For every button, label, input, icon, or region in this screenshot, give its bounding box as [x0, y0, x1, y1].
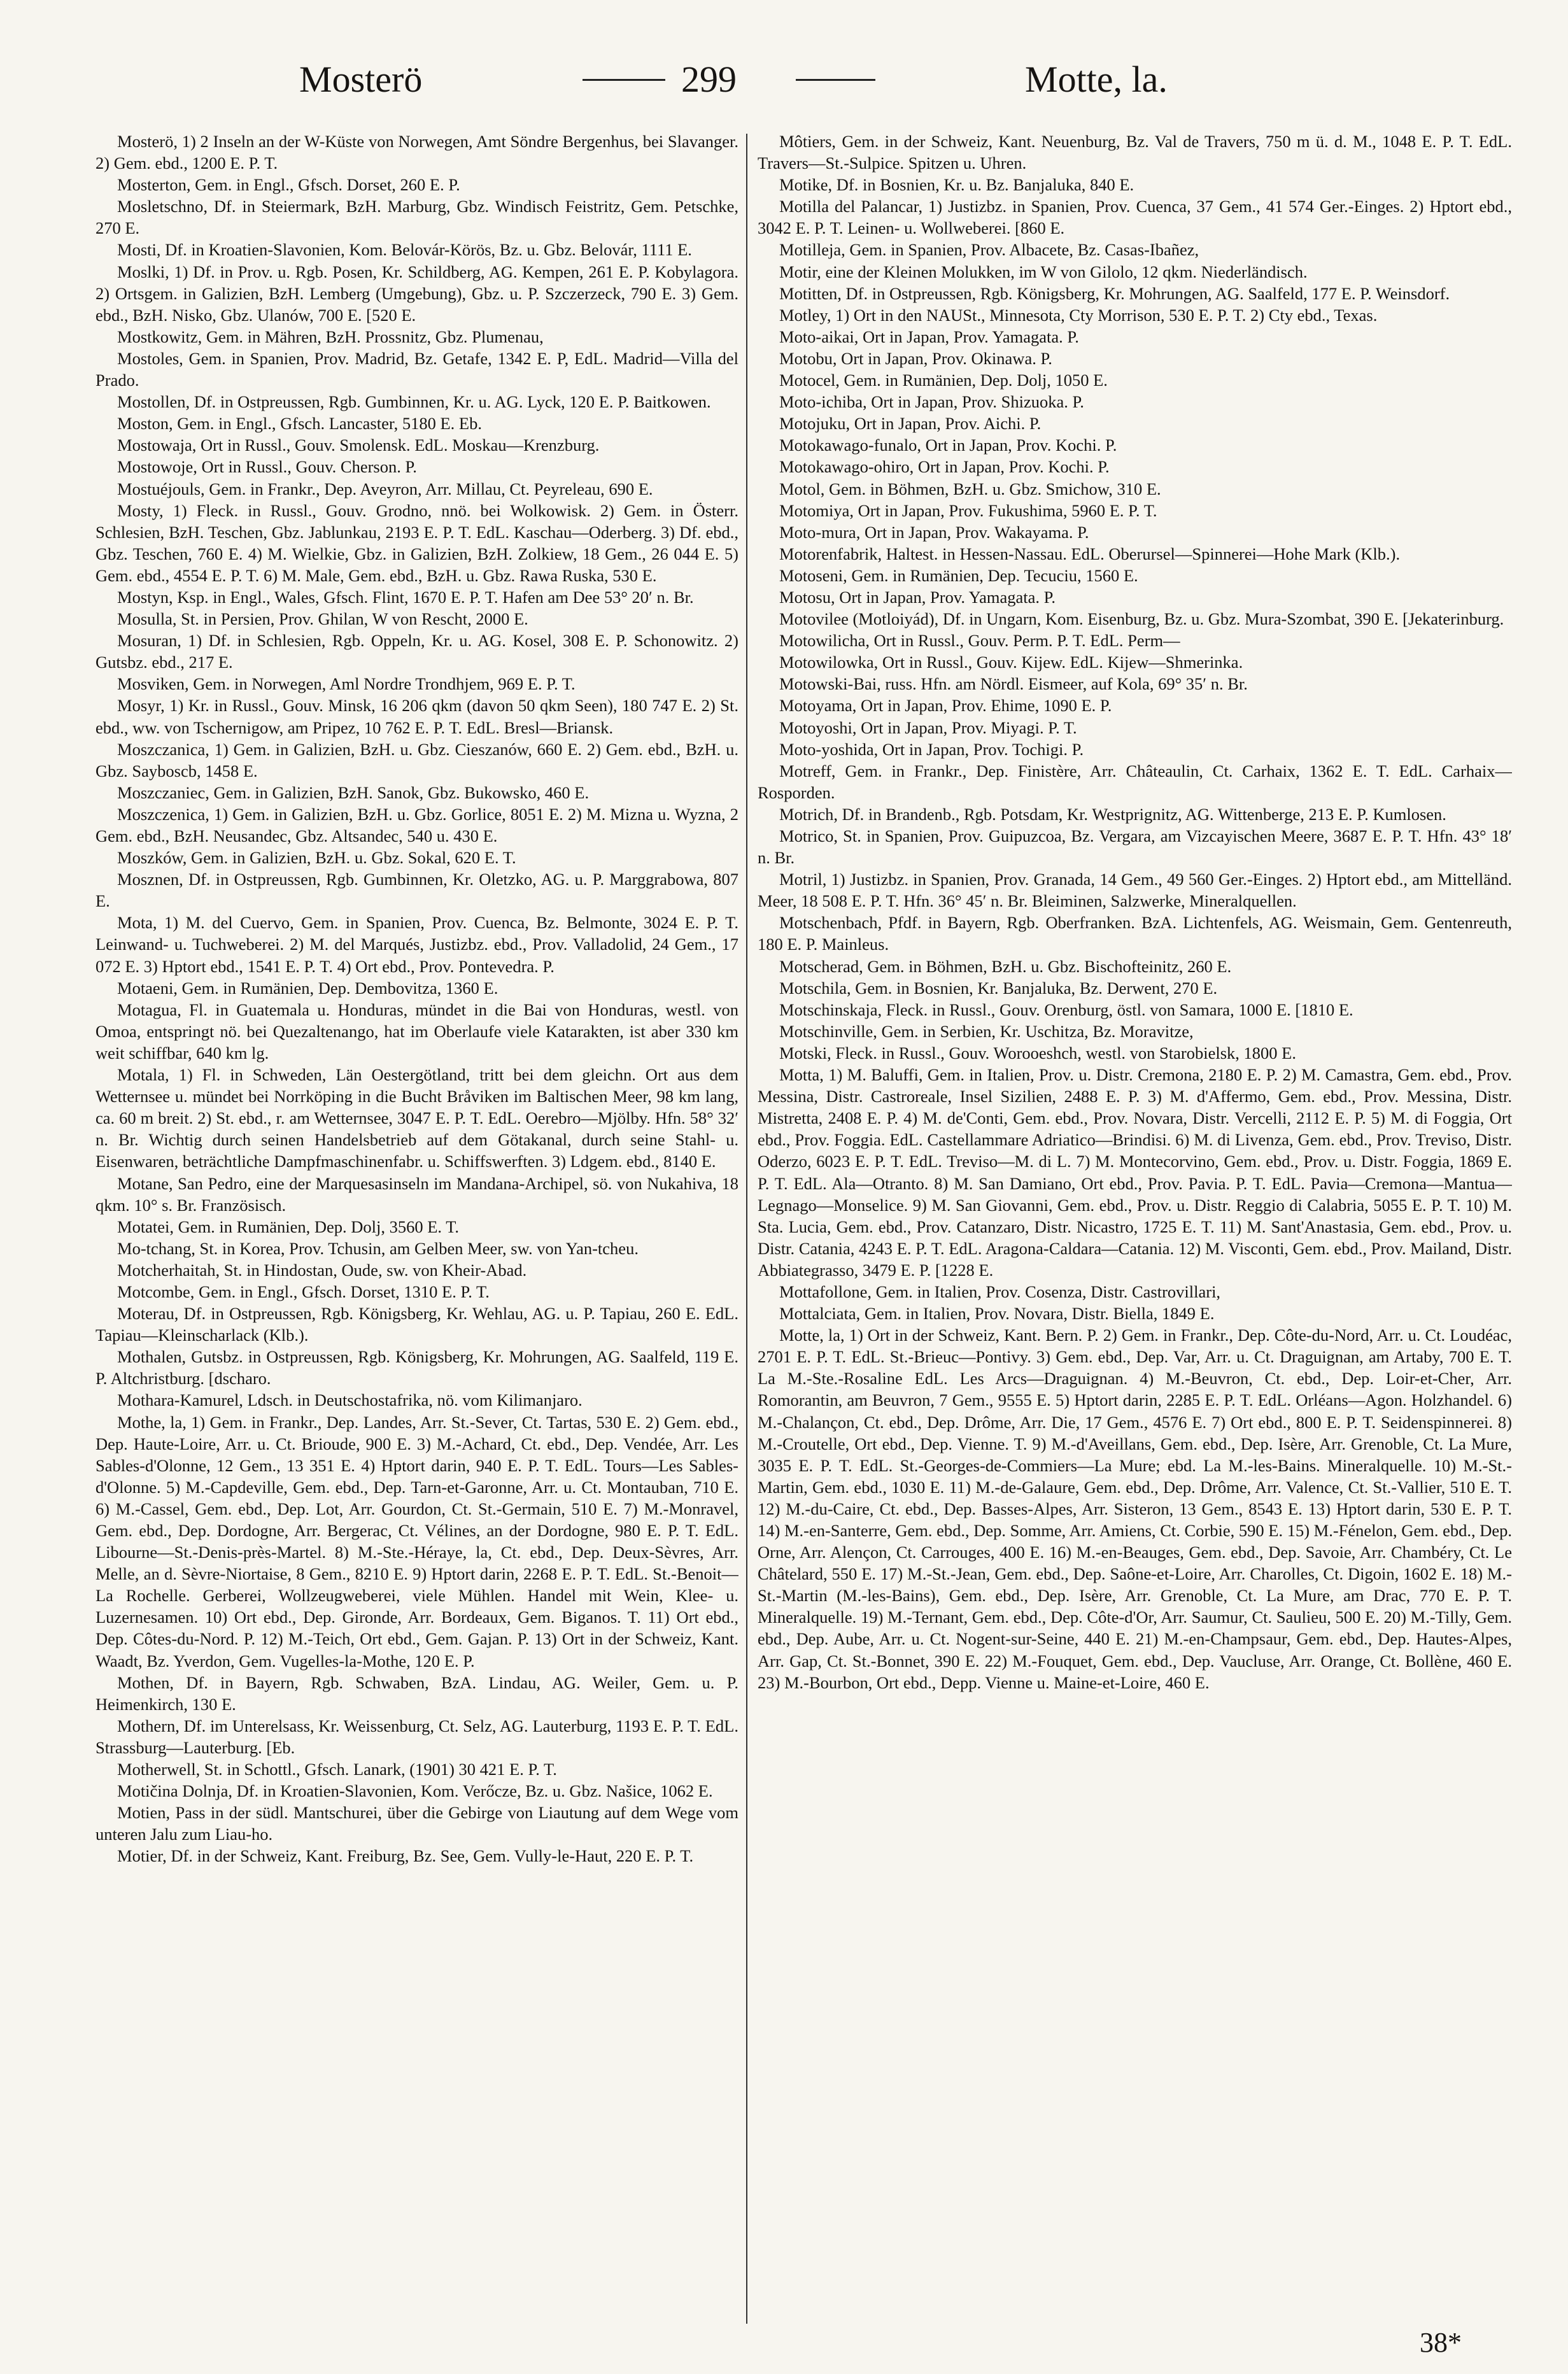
dictionary-entry: Moto-mura, Ort in Japan, Prov. Wakayama. P.: [779, 522, 1089, 542]
dictionary-entry: Motcombe, Gem. in Engl., Gfsch. Dorset, 1310 E. P. T.: [117, 1282, 490, 1301]
dictionary-entry: Mosterton, Gem. in Engl., Gfsch. Dorset, 260 E. P.: [117, 175, 460, 195]
dictionary-entry: Mosuran, 1) Df. in Schlesien, Rgb. Oppeln, Kr. u. AG. Kosel, 308 E. P. Schonowitz. 2) Gutsbz. ebd., 217 E.: [95, 631, 738, 672]
dictionary-entry: Motschila, Gem. in Bosnien, Kr. Banjaluka, Bz. Derwent, 270 E.: [779, 978, 1218, 998]
dictionary-entry: Mothern, Df. im Unterelsass, Kr. Weissenburg, Ct. Selz, AG. Lauterburg, 1193 E. P. T. EdL. Strassburg—Lauterburg. [Eb.: [95, 1716, 738, 1757]
dictionary-entry: Motschenbach, Pfdf. in Bayern, Rgb. Oberfranken. BzA. Lichtenfels, AG. Weismain, Gem. Gentenreuth, 180 E. P. Mainleus.: [758, 913, 1512, 954]
dictionary-entry: Moszczanica, 1) Gem. in Galizien, BzH. u. Gbz. Cieszanów, 660 E. 2) Gem. ebd., BzH. u. Gbz. Sayboscb, 1458 E.: [95, 739, 738, 781]
dictionary-entry: Mothen, Df. in Bayern, Rgb. Schwaben, BzA. Lindau, AG. Weiler, Gem. u. P. Heimenkirch, 130 E.: [95, 1672, 738, 1714]
printer-signature: 38*: [1420, 2327, 1462, 2358]
dictionary-entry: Motagua, Fl. in Guatemala u. Honduras, mündet in die Bai von Honduras, westl. von Omoa, entspringt nö. bei Quezaltenango, hat im Oberlaufe viele Katarakten, ist aber 330 km weit schiffbar, 640 km lg.: [95, 1000, 738, 1063]
dictionary-entry: Mostyn, Ksp. in Engl., Wales, Gfsch. Flint, 1670 E. P. T. Hafen am Dee 53° 20′ n. Br.: [117, 587, 694, 607]
dictionary-entry: Motley, 1) Ort in den NAUSt., Minnesota, Cty Morrison, 530 E. P. T. 2) Cty ebd., Texas.: [779, 305, 1378, 325]
dictionary-entry: Mota, 1) M. del Cuervo, Gem. in Spanien, Prov. Cuenca, Bz. Belmonte, 3024 E. P. T. Leinwand- u. Tuchweberei. 2) M. del Marqués, Justizbz. ebd., Prov. Valladolid, 24 Gem., 17 072 E. 3) Hptort ebd., 1541 E. P. T. 4) Ort ebd., Prov. Pontevedra. P.: [95, 913, 738, 976]
dictionary-entry: Mostowaja, Ort in Russl., Gouv. Smolensk. EdL. Moskau—Krenzburg.: [117, 435, 600, 455]
dictionary-entry: Motier, Df. in der Schweiz, Kant. Freiburg, Bz. See, Gem. Vully-le-Haut, 220 E. P. T.: [117, 1846, 694, 1866]
dictionary-entry: Motoseni, Gem. in Rumänien, Dep. Tecuciu, 1560 E.: [779, 565, 1138, 585]
dictionary-entry: Motocel, Gem. in Rumänien, Dep. Dolj, 1050 E.: [779, 371, 1108, 390]
dictionary-entry: Motoyoshi, Ort in Japan, Prov. Miyagi. P. T.: [779, 717, 1077, 737]
dictionary-entry: Motoyama, Ort in Japan, Prov. Ehime, 1090 E. P.: [779, 696, 1112, 716]
dictionary-entry: Mostoles, Gem. in Spanien, Prov. Madrid, Bz. Getafe, 1342 E. P, EdL. Madrid—Villa del Prado.: [95, 348, 738, 390]
dictionary-entry: Mosyr, 1) Kr. in Russl., Gouv. Minsk, 16 206 qkm (davon 50 qkm Seen), 180 747 E. 2) St. ebd., ww. von Tschernigow, am Pripez, 10 762 E. P. T. EdL. Bresl—Briansk.: [95, 696, 738, 737]
dictionary-entry: Mothalen, Gutsbz. in Ostpreussen, Rgb. Königsberg, Kr. Mohrungen, AG. Saalfeld, 119 E. P. Altchristburg. [dscharo.: [95, 1347, 738, 1388]
dictionary-entry: Motobu, Ort in Japan, Prov. Okinawa. P.: [779, 348, 1052, 368]
dictionary-entry: Moto-aikai, Ort in Japan, Prov. Yamagata. P.: [779, 327, 1079, 346]
dictionary-entry: Motir, eine der Kleinen Molukken, im W von Gilolo, 12 qkm. Niederländisch.: [779, 262, 1308, 281]
dictionary-entry: Mottafollone, Gem. in Italien, Prov. Cosenza, Distr. Castrovillari,: [779, 1282, 1221, 1301]
header-dash-right: [796, 79, 875, 81]
page-number: 299: [681, 59, 737, 100]
dictionary-entry: Motherwell, St. in Schottl., Gfsch. Lanark, (1901) 30 421 E. P. T.: [117, 1760, 557, 1779]
dictionary-entry: Mosulla, St. in Persien, Prov. Ghilan, W von Rescht, 2000 E.: [117, 609, 528, 629]
left-column: [95, 131, 738, 2333]
dictionary-entry: Motscherad, Gem. in Böhmen, BzH. u. Gbz. Bischofteinitz, 260 E.: [779, 956, 1232, 976]
dictionary-entry: Moto-yoshida, Ort in Japan, Prov. Tochigi. P.: [779, 739, 1084, 759]
dictionary-entry: Motschinskaja, Fleck. in Russl., Gouv. Orenburg, östl. von Samara, 1000 E. [1810 E.: [779, 1000, 1353, 1019]
dictionary-entry: Motta, 1) M. Baluffi, Gem. in Italien, Prov. u. Distr. Cremona, 2180 E. P. 2) M. Camastra, Gem. ebd., Prov. Messina, Distr. Castroreale, Insel Sizilien, 2488 E. P. 3) M. d'Affermo, Gem. ebd., Prov. Messina, Distr. Mistretta, 2408 E. P. 4) M. de'Conti, Gem. ebd., Prov. Novara, Distr. Vercelli, 2112 E. P. 5) M. di Foggia, Ort ebd., Prov. Foggia. EdL. Castellammare Adriatico—Brindisi. 6) M. di Livenza, Gem. ebd., Prov. Treviso, Distr. Oderzo, 6023 E. P. T. EdL. Treviso—M. di L. 7) M. Montecorvino, Gem. ebd., Prov. u. Distr. Foggia, 1869 E. P. T. EdL. Ala—Otranto. 8) M. San Damiano, Ort ebd., Prov. Pavia. P. T. EdL. Pavia—Cremona—Mantua—Legnago—Monselice. 9) M. San Giovanni, Gem. ebd., Prov. u. Distr. Reggio di Calabria, 5055 E. P. T. 10) M. Sta. Lucia, Gem. ebd., Prov. Catanzaro, Distr. Nicastro, 1725 E. T. 11) M. Sant'Anastasia, Gem. ebd., Prov. u. Distr. Catania, 4243 E. P. T. EdL. Aragona-Caldara—Catania. 12) M. Visconti, Gem. ebd., Prov. Mailand, Distr. Abbiategrasso, 3479 E. P. [1228 E.: [758, 1065, 1512, 1280]
dictionary-entry: Motokawago-ohiro, Ort in Japan, Prov. Kochi. P.: [779, 457, 1110, 477]
dictionary-entry: Motien, Pass in der südl. Mantschurei, über die Gebirge von Liautung auf dem Wege vom unteren Jalu zum Liau-ho.: [95, 1803, 738, 1844]
dictionary-entry: Mo-tchang, St. in Korea, Prov. Tchusin, am Gelben Meer, sw. von Yan-tcheu.: [117, 1238, 639, 1258]
dictionary-entry: Mostuéjouls, Gem. in Frankr., Dep. Aveyron, Arr. Millau, Ct. Peyreleau, 690 E.: [117, 479, 653, 498]
dictionary-entry: Mosletschno, Df. in Steiermark, BzH. Marburg, Gbz. Windisch Feistritz, Gem. Petschke, 270 E.: [95, 197, 738, 238]
dictionary-entry: Motschinville, Gem. in Serbien, Kr. Uschitza, Bz. Moravitze,: [779, 1021, 1194, 1041]
header-left-keyword: Mosterö: [299, 59, 423, 100]
dictionary-entry: Motilleja, Gem. in Spanien, Prov. Albacete, Bz. Casas-Ibañez,: [779, 240, 1199, 260]
dictionary-entry: Motte, la, 1) Ort in der Schweiz, Kant. Bern. P. 2) Gem. in Frankr., Dep. Côte-du-Nord, Arr. u. Ct. Loudéac, 2701 E. P. T. EdL. St.-Brieuc—Pontivy. 3) Gem. ebd., Dep. Var, Arr. u. Ct. Draguignan, am Artaby, 700 E. T. La M.-Ste.-Rosaline EdL. Les Arcs—Draguignan. 4) M.-Beuvron, Ct. ebd., Dep. Loir-et-Cher, Arr. Romorantin, am Beuvron, 7 Gem., 9555 E. 5) Hptort darin, 2285 E. P. T. EdL. Orléans—Agon. Holzhandel. 6) M.-Chalançon, Ct. ebd., Dep. Drôme, Arr. Die, 17 Gem., 4576 E. 7) Ort ebd., 800 E. P. T. Seidenspinnerei. 8) M.-Croutelle, Ort ebd., Dep. Vienne. T. 9) M.-d'Aveillans, Gem. ebd., Dep. Isère, Arr. Grenoble, Ct. La Mure, 3035 E. P. T. EdL. St.-Georges-de-Commiers—La Mure; ebd. La M.-les-Bains. Mineralquelle. 10) M.-St.-Martin, Gem. ebd., 1030 E. 11) M.-de-Galaure, Gem. ebd., Dep. Drôme, Arr. Valence, Ct. St.-Vallier, 510 E. T. 12) M.-du-Caire, Ct. ebd., Dep. Basses-Alpes, Arr. Sisteron, 13 Gem., 8543 E. 13) Hptort darin, 530 E. P. T. 14) M.-en-Santerre, Gem. ebd., Dep. Somme, Arr. Amiens, Ct. Corbie, 590 E. 15) M.-Fénelon, Gem. ebd., Dep. Orne, Arr. Alençon, Ct. Carrouges, 400 E. 16) M.-en-Beauges, Gem. ebd., Dep. Savoie, Arr. Chambéry, Ct. Le Châtelard, 550 E. 17) M.-St.-Jean, Gem. ebd., Dep. Saône-et-Loire, Arr. Charolles, Ct. Digoin, 1602 E. 18) M.-St.-Martin (M.-les-Bains), Gem. ebd., Dep. Isère, Arr. Grenoble, Ct. La Mure, am Drac, 770 E. P. T. Mineralquelle. 19) M.-Ternant, Gem. ebd., Dep. Côte-d'Or, Arr. Saumur, Ct. Saulieu, 500 E. 20) M.-Tilly, Gem. ebd., Dep. Aube, Arr. u. Ct. Nogent-sur-Seine, 440 E. 21) M.-en-Champsaur, Gem. ebd., Dep. Hautes-Alpes, Arr. Gap, Ct. St.-Bonnet, 390 E. 22) M.-Fouquet, Gem. ebd., Dep. Vaucluse, Arr. Orange, Ct. Bollène, 460 E. 23) M.-Bourbon, Ort ebd., Depp. Vienne u. Maine-et-Loire, 460 E.: [758, 1325, 1512, 1692]
dictionary-entry: Motrich, Df. in Brandenb., Rgb. Potsdam, Kr. Westprignitz, AG. Wittenberge, 213 E. P. Kumlosen.: [779, 804, 1446, 824]
dictionary-entry: Motojuku, Ort in Japan, Prov. Aichi. P.: [779, 414, 1042, 434]
dictionary-entry: Motowilicha, Ort in Russl., Gouv. Perm. P. T. EdL. Perm—: [779, 631, 1180, 651]
header-right-keyword: Motte, la.: [1025, 59, 1168, 100]
dictionary-entry: Motokawago-funalo, Ort in Japan, Prov. Kochi. P.: [779, 435, 1117, 455]
dictionary-entry: Mothe, la, 1) Gem. in Frankr., Dep. Landes, Arr. St.-Sever, Ct. Tartas, 530 E. 2) Gem. ebd., Dep. Haute-Loire, Arr. u. Ct. Brioude, 900 E. 3) M.-Achard, Ct. ebd., Dep. Vendée, Arr. Les Sables-d'Olonne, 12 Gem., 13 351 E. 4) Hptort darin, 940 E. P. T. EdL. Tours—Les Sables-d'Olonne. 5) M.-Capdeville, Gem. ebd., Dep. Tarn-et-Garonne, Arr. u. Ct. Montauban, 710 E. 6) M.-Cassel, Gem. ebd., Dep. Lot, Arr. Gourdon, Ct. St.-Germain, 510 E. 7) M.-Monravel, Gem. ebd., Dep. Dordogne, Arr. Bergerac, Ct. Vélines, an der Dordogne, 980 E. P. T. EdL. Libourne—St.-Denis-près-Martel. 8) M.-Ste.-Héraye, la, Ct. ebd., Dep. Deux-Sèvres, Arr. Melle, an d. Sèvre-Niortaise, 8 Gem., 8210 E. 9) Hptort darin, 2268 E. P. T. EdL. St.-Benoit—La Rochelle. Gerberei, Wollzeugweberei, viele Mühlen. Handel mit Wein, Klee- u. Luzernesamen. 10) Ort ebd., Dep. Gironde, Arr. Bordeaux, Gem. Biganos. T. 11) Ort ebd., Dep. Côtes-du-Nord. P. 12) M.-Teich, Ort ebd., Gem. Gajan. P. 13) Ort in der Schweiz, Kant. Waadt, Bz. Yverdon, Gem. Vugelles-la-Mothe, 120 E. P.: [95, 1412, 738, 1671]
column-divider: [746, 134, 747, 2324]
dictionary-entry: Mosznen, Df. in Ostpreussen, Rgb. Gumbinnen, Kr. Oletzko, AG. u. P. Marggrabowa, 807 E.: [95, 870, 738, 911]
dictionary-entry: Motatei, Gem. in Rumänien, Dep. Dolj, 3560 E. T.: [117, 1217, 460, 1236]
dictionary-entry: Motane, San Pedro, eine der Marquesasinseln im Mandana-Archipel, sö. von Nukahiva, 18 qkm. 10° s. Br. Französisch.: [95, 1173, 738, 1215]
dictionary-entry: Mostkowitz, Gem. in Mähren, BzH. Prossnitz, Gbz. Plumenau,: [117, 327, 544, 346]
dictionary-entry: Motril, 1) Justizbz. in Spanien, Prov. Granada, 14 Gem., 49 560 Ger.-Einges. 2) Hptort ebd., am Mittelländ. Meer, 18 508 E. P. T. Hfn. 36° 45′ n. Br. Bleiminen, Salzwerke, Mineralquellen.: [758, 870, 1512, 911]
header-dash-left: [583, 79, 665, 81]
dictionary-entry: Moszczenica, 1) Gem. in Galizien, BzH. u. Gbz. Gorlice, 8051 E. 2) M. Mizna u. Wyzna, 2 Gem. ebd., BzH. Neusandec, Gbz. Altsandec, 540 u. 430 E.: [95, 804, 738, 845]
dictionary-entry: Motowilowka, Ort in Russl., Gouv. Kijew. EdL. Kijew—Shmerinka.: [779, 653, 1243, 672]
dictionary-entry: Moslki, 1) Df. in Prov. u. Rgb. Posen, Kr. Schildberg, AG. Kempen, 261 E. P. Kobylagora. 2) Ortsgem. in Galizien, BzH. Lemberg (Umgebung), Gbz. u. P. Szczerzeck, 790 E. 3) Gem. ebd., BzH. Nisko, Gbz. Ulanów, 700 E. [520 E.: [95, 262, 738, 325]
dictionary-entry: Mottalciata, Gem. in Italien, Prov. Novara, Distr. Biella, 1849 E.: [779, 1304, 1215, 1324]
dictionary-entry: Moston, Gem. in Engl., Gfsch. Lancaster, 5180 E. Eb.: [117, 414, 482, 434]
dictionary-entry: Motcherhaitah, St. in Hindostan, Oude, sw. von Kheir-Abad.: [117, 1260, 527, 1280]
dictionary-entry: Motovilee (Motloiyád), Df. in Ungarn, Kom. Eisenburg, Bz. u. Gbz. Mura-Szombat, 390 E. [Jekaterinburg.: [779, 609, 1504, 629]
dictionary-entry: Motreff, Gem. in Frankr., Dep. Finistère, Arr. Châteaulin, Ct. Carhaix, 1362 E. T. EdL. Carhaix—Rosporden.: [758, 761, 1512, 802]
dictionary-entry: Motitten, Df. in Ostpreussen, Rgb. Königsberg, Kr. Mohrungen, AG. Saalfeld, 177 E. P. Weinsdorf.: [779, 283, 1450, 303]
dictionary-entry: Moto-ichiba, Ort in Japan, Prov. Shizuoka. P.: [779, 392, 1084, 412]
dictionary-entry: Motosu, Ort in Japan, Prov. Yamagata. P.: [779, 587, 1056, 607]
dictionary-entry: Mothara-Kamurel, Ldsch. in Deutschostafrika, nö. vom Kilimanjaro.: [117, 1390, 583, 1410]
right-column: [758, 131, 1512, 2333]
dictionary-entry: Motala, 1) Fl. in Schweden, Län Oestergötland, tritt bei dem gleichn. Ort aus dem Wetternsee u. mündet bei Norrköping in die Bucht Bråviken im Baltischen Meer, 98 km lang, ca. 60 m breit. 2) St. ebd., r. am Wetternsee, 3047 E. P. T. EdL. Oerebro—Mjölby. Hfn. 58° 32′ n. Br. Wichtig durch seinen Handelsbetrieb auf dem Götakanal, durch seine Stahl- u. Eisenwaren, beträchtliche Dampfmaschinenfabr. u. Schiffswerften. 3) Ldgem. ebd., 8140 E.: [95, 1065, 738, 1171]
dictionary-entry: Moterau, Df. in Ostpreussen, Rgb. Königsberg, Kr. Wehlau, AG. u. P. Tapiau, 260 E. EdL. Tapiau—Kleinscharlack (Klb.).: [95, 1304, 738, 1345]
dictionary-entry: Motike, Df. in Bosnien, Kr. u. Bz. Banjaluka, 840 E.: [779, 175, 1134, 195]
dictionary-entry: Motrico, St. in Spanien, Prov. Guipuzcoa, Bz. Vergara, am Vizcayischen Meere, 3687 E. P. T. Hfn. 43° 18′ n. Br.: [758, 826, 1512, 868]
dictionary-entry: Mosterö, 1) 2 Inseln an der W-Küste von Norwegen, Amt Söndre Bergenhus, bei Slavanger. 2) Gem. ebd., 1200 E. P. T.: [95, 132, 738, 173]
dictionary-entry: Motaeni, Gem. in Rumänien, Dep. Dembovitza, 1360 E.: [117, 978, 498, 998]
dictionary-entry: Mostollen, Df. in Ostpreussen, Rgb. Gumbinnen, Kr. u. AG. Lyck, 120 E. P. Baitkowen.: [117, 392, 711, 412]
page-header: [0, 51, 1568, 108]
dictionary-entry: Motičina Dolnja, Df. in Kroatien-Slavonien, Kom. Verőcze, Bz. u. Gbz. Našice, 1062 E.: [117, 1781, 713, 1801]
dictionary-entry: Mosviken, Gem. in Norwegen, Aml Nordre Trondhjem, 969 E. P. T.: [117, 674, 576, 694]
dictionary-entry: Motilla del Palancar, 1) Justizbz. in Spanien, Prov. Cuenca, 37 Gem., 41 574 Ger.-Einges. 2) Hptort ebd., 3042 E. P. T. Leinen- u. Wollweberei. [860 E.: [758, 197, 1512, 238]
dictionary-entry: Moszków, Gem. in Galizien, BzH. u. Gbz. Sokal, 620 E. T.: [117, 848, 516, 868]
dictionary-entry: Motski, Fleck. in Russl., Gouv. Worooeshch, westl. von Starobielsk, 1800 E.: [779, 1043, 1296, 1063]
dictionary-entry: Motol, Gem. in Böhmen, BzH. u. Gbz. Smichow, 310 E.: [779, 479, 1161, 498]
dictionary-entry: Motowski-Bai, russ. Hfn. am Nördl. Eismeer, auf Kola, 69° 35′ n. Br.: [779, 674, 1248, 694]
dictionary-entry: Motorenfabrik, Haltest. in Hessen-Nassau. EdL. Oberursel—Spinnerei—Hohe Mark (Klb.).: [779, 544, 1401, 563]
dictionary-entry: Môtiers, Gem. in der Schweiz, Kant. Neuenburg, Bz. Val de Travers, 750 m ü. d. M., 1048 E. P. T. EdL. Travers—St.-Sulpice. Spitzen u. Uhren.: [758, 132, 1512, 173]
dictionary-entry: Mosty, 1) Fleck. in Russl., Gouv. Grodno, nnö. bei Wolkowisk. 2) Gem. in Österr. Schlesien, BzH. Teschen, Gbz. Jablunkau, 2193 E. P. T. EdL. Kaschau—Oderberg. 3) Df. ebd., Gbz. Teschen, 760 E. 4) M. Wielkie, Gbz. in Galizien, BzH. Zolkiew, 18 Gem., 26 044 E. 5) Gem. ebd., 4554 E. P. T. 6) M. Male, Gem. ebd., BzH. u. Gbz. Rawa Ruska, 530 E.: [95, 500, 738, 585]
dictionary-entry: Motomiya, Ort in Japan, Prov. Fukushima, 5960 E. P. T.: [779, 500, 1157, 520]
dictionary-entry: Mostowoje, Ort in Russl., Gouv. Cherson. P.: [117, 457, 417, 477]
dictionary-entry: Mosti, Df. in Kroatien-Slavonien, Kom. Belovár-Körös, Bz. u. Gbz. Belovár, 1111 E.: [117, 240, 692, 260]
dictionary-entry: Moszczaniec, Gem. in Galizien, BzH. Sanok, Gbz. Bukowsko, 460 E.: [117, 782, 590, 802]
